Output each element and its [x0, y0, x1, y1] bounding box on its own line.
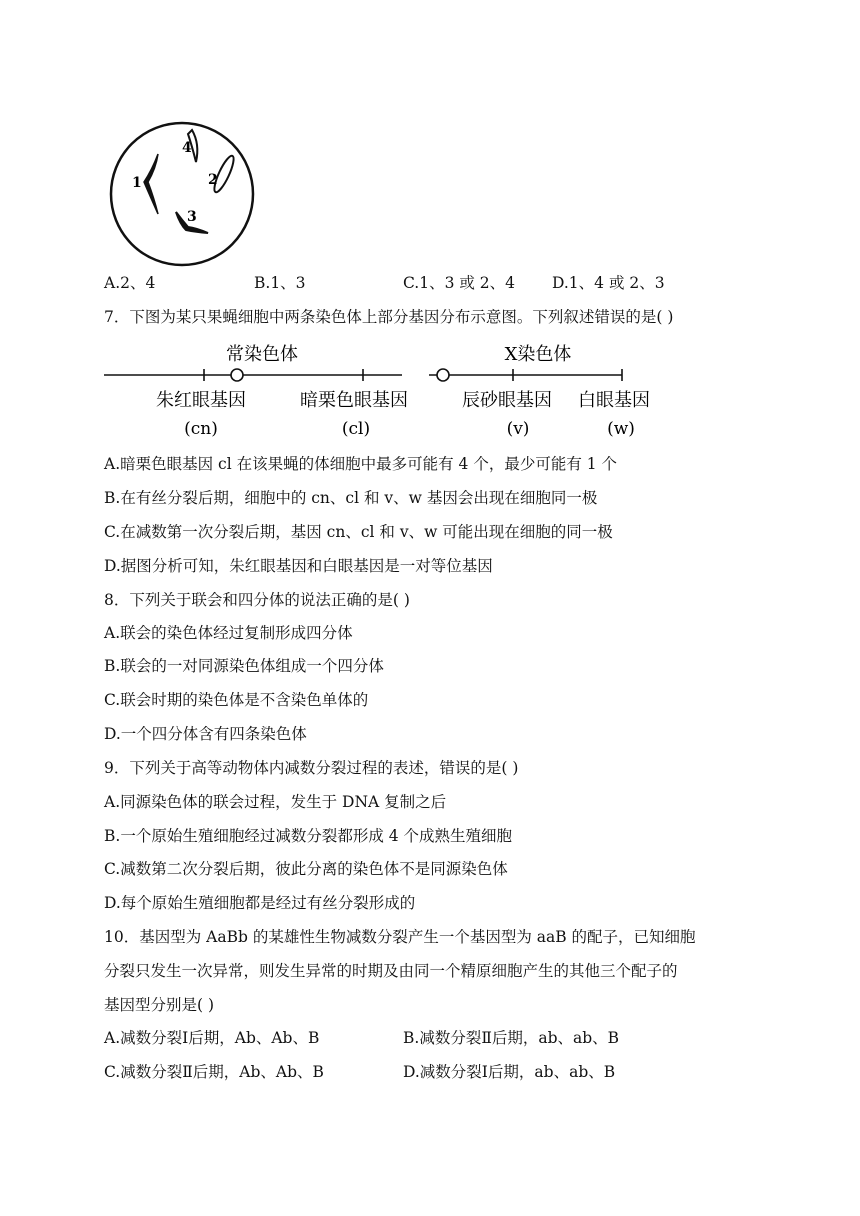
- q7-option-b[interactable]: B.在有丝分裂后期，细胞中的 cn、cl 和 v、w 基因会出现在细胞同一极: [104, 489, 598, 507]
- gene-name-v: 辰砂眼基因: [462, 390, 552, 411]
- q9-option-d[interactable]: D.每个原始生殖细胞都是经过有丝分裂形成的: [104, 894, 416, 912]
- autosome-title: 常染色体: [226, 344, 298, 365]
- q8-option-b[interactable]: B.联会的一对同源染色体组成一个四分体: [104, 657, 384, 675]
- q7-option-a[interactable]: A.暗栗色眼基因 cl 在该果蝇的体细胞中最多可能有 4 个，最少可能有 1 个: [104, 455, 618, 473]
- gene-name-cn: 朱红眼基因: [156, 390, 246, 411]
- q8-option-c[interactable]: C.联会时期的染色体是不含染色单体的: [104, 691, 369, 709]
- gene-symbol-cn: (cn): [184, 419, 218, 439]
- gene-symbol-cl: (cl): [341, 419, 371, 439]
- gene-name-w: 白眼基因: [578, 390, 650, 411]
- q9-stem: 9．下列关于高等动物体内减数分裂过程的表述，错误的是( ): [104, 759, 519, 777]
- q6-option-b[interactable]: B.1、3: [254, 274, 306, 292]
- q9-option-a[interactable]: A.同源染色体的联会过程，发生于 DNA 复制之后: [104, 793, 447, 811]
- autosome-centromere: [231, 369, 243, 381]
- q6-option-d[interactable]: D.1、4 或 2、3: [552, 274, 665, 292]
- chromosome-label-2: 2: [208, 172, 218, 188]
- gene-map-figure: [104, 338, 664, 442]
- q7-option-d[interactable]: D.据图分析可知，朱红眼基因和白眼基因是一对等位基因: [104, 557, 493, 575]
- gene-symbol-v: (v): [506, 419, 530, 439]
- q10-stem-line-3: 基因型分别是( ): [104, 996, 215, 1014]
- chromosome-label-1: 1: [132, 175, 142, 191]
- q10-option-b[interactable]: B.减数分裂Ⅱ后期，ab、ab、B: [403, 1029, 620, 1047]
- cell-figure: [104, 118, 264, 268]
- q10-stem-line-2: 分裂只发生一次异常，则发生异常的时期及由同一个精原细胞产生的其他三个配子的: [104, 962, 678, 980]
- q10-option-a[interactable]: A.减数分裂Ⅰ后期，Ab、Ab、B: [104, 1029, 320, 1047]
- gene-name-cl: 暗栗色眼基因: [300, 390, 408, 411]
- x-chromosome-title: X染色体: [504, 344, 572, 365]
- x-centromere: [437, 369, 449, 381]
- chromosome-label-4: 4: [182, 140, 192, 156]
- q8-option-a[interactable]: A.联会的染色体经过复制形成四分体: [104, 624, 353, 642]
- q9-option-c[interactable]: C.减数第二次分裂后期，彼此分离的染色体不是同源染色体: [104, 860, 508, 878]
- q10-option-d[interactable]: D.减数分裂Ⅰ后期，ab、ab、B: [403, 1063, 616, 1081]
- chromosome-1: [144, 154, 158, 214]
- q6-option-c[interactable]: C.1、3 或 2、4: [403, 274, 516, 292]
- q6-option-a[interactable]: A.2、4: [104, 274, 156, 292]
- q7-option-c[interactable]: C.在减数第一次分裂后期，基因 cn、cl 和 v、w 可能出现在细胞的同一极: [104, 523, 613, 541]
- q10-option-c[interactable]: C.减数分裂Ⅱ后期，Ab、Ab、B: [104, 1063, 324, 1081]
- q7-stem: 7．下图为某只果蝇细胞中两条染色体上部分基因分布示意图。下列叙述错误的是( ): [104, 308, 674, 326]
- q10-stem-line-1: 10．基因型为 AaBb 的某雄性生物减数分裂产生一个基因型为 aaB 的配子，已知细胞: [104, 928, 696, 946]
- gene-symbol-w: (w): [607, 419, 635, 439]
- q8-stem: 8．下列关于联会和四分体的说法正确的是( ): [104, 591, 410, 609]
- q9-option-b[interactable]: B.一个原始生殖细胞经过减数分裂都形成 4 个成熟生殖细胞: [104, 827, 513, 845]
- chromosome-label-3: 3: [187, 209, 197, 225]
- q8-option-d[interactable]: D.一个四分体含有四条染色体: [104, 725, 307, 743]
